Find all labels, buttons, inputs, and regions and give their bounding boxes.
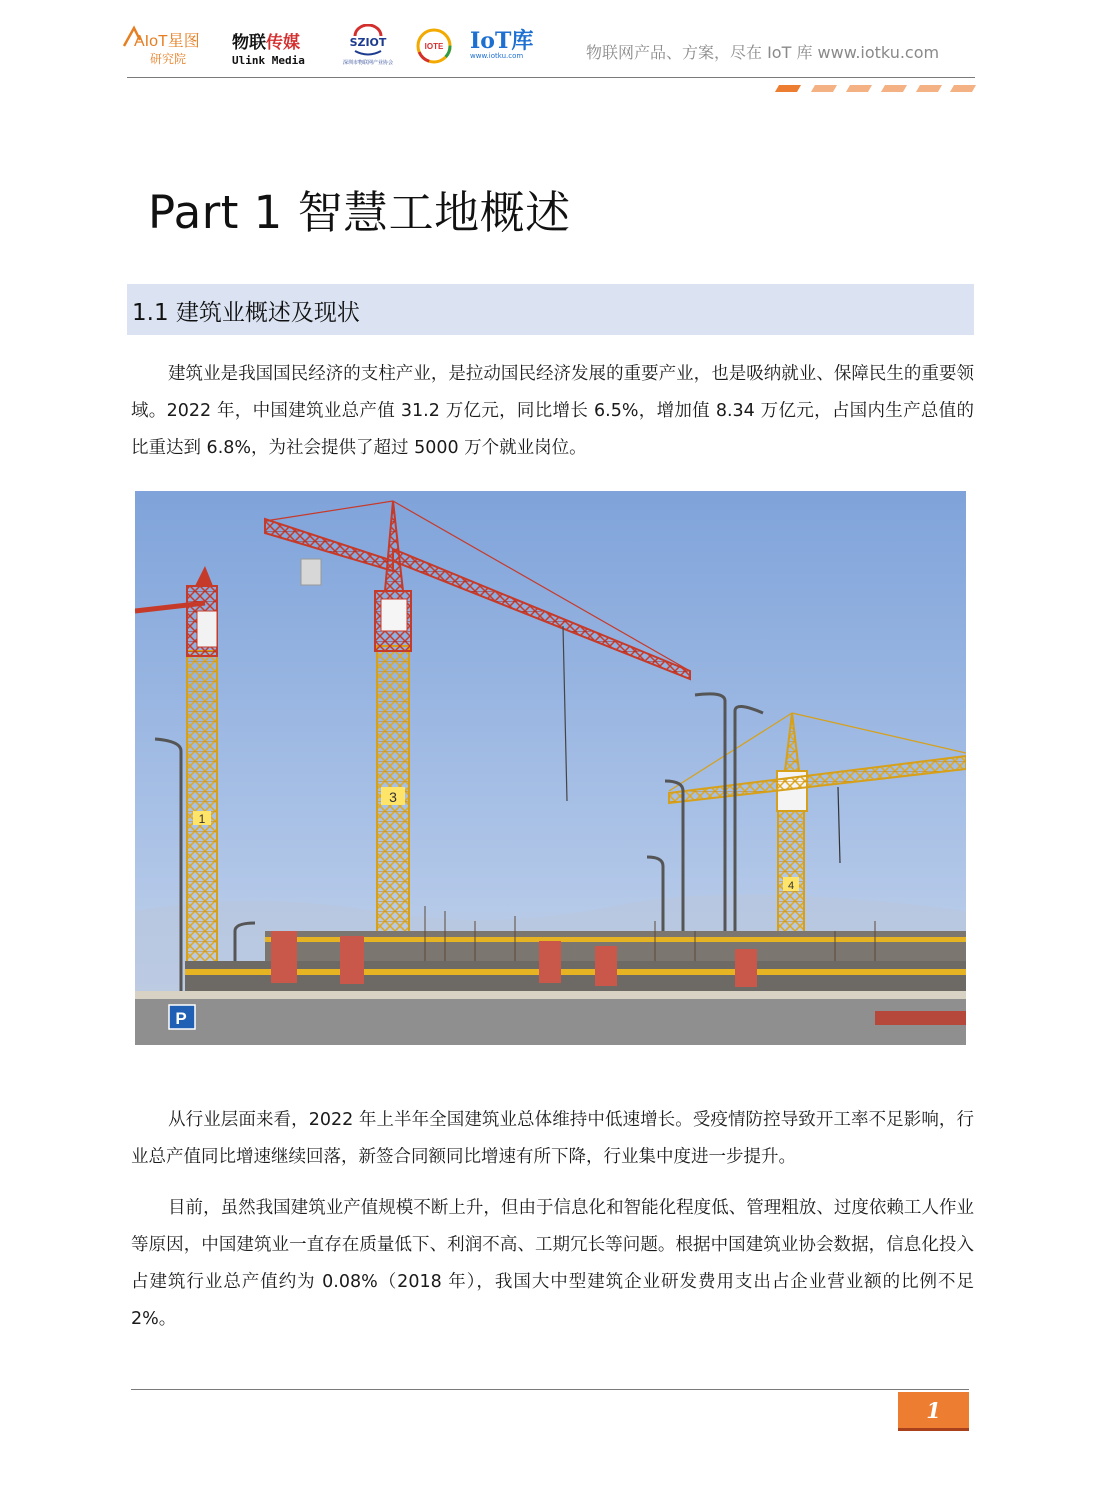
paragraph-industry-text: 从行业层面来看，2022 年上半年全国建筑业总体维持中低速增长。受疫情防控导致开工率不足影响，行业总产值同比增速继续回落，新签合同额同比增速有所下降，行业集中度进一步提升。 (131, 1110, 974, 1167)
header-dash (846, 85, 872, 92)
iotku-logo-url: www.iotku.com (470, 52, 524, 60)
sziot-logo-icon (353, 24, 383, 38)
paragraph-intro (131, 356, 974, 467)
iote-logo (416, 28, 452, 64)
aiot-logo-sub: 研究院 (150, 52, 187, 66)
header-dash (950, 85, 976, 92)
part-title: Part 1 智慧工地概述 (148, 186, 571, 239)
sziot-logo-text: SZIOT (349, 36, 387, 49)
ulink-logo-cn-a: 物联 (232, 33, 266, 53)
paragraph-current-state-text: 目前，虽然我国建筑业产值规模不断上升，但由于信息化和智能化程度低、管理粗放、过度依赖工人作业等原因，中国建筑业一直存在质量低下、利润不高、工期冗长等问题。根据中国建筑业协会数据，信息化投入占建筑行业总产值约为 0.08%（2018 年），我国大中型建筑企业研发费用支出占企业营业额的比例不足 2%。 (131, 1198, 974, 1329)
iote-badge-icon (416, 28, 452, 64)
ulink-logo (232, 28, 316, 68)
header-dash (775, 85, 801, 92)
iote-logo-text: IOTE (424, 42, 444, 51)
iotku-logo-text: IoT库 (470, 28, 534, 54)
crane-label: 4 (787, 880, 795, 892)
header-divider (127, 77, 975, 78)
parking-sign-text: P (175, 1009, 187, 1028)
header-dash-strip (0, 85, 1102, 93)
section-title: 1.1 建筑业概述及现状 (132, 300, 360, 326)
sziot-logo-sub: 深圳市物联网产业协会 (342, 60, 393, 66)
iotku-logo (470, 30, 540, 66)
ulink-logo-cn (232, 28, 316, 53)
header-dash (916, 85, 942, 92)
page-number-badge (898, 1392, 969, 1431)
ulink-logo-cn-b: 传媒 (266, 33, 300, 53)
crane-label: 3 (389, 789, 397, 805)
ulink-logo-en: Ulink Media (232, 54, 305, 67)
crane-label: 1 (198, 812, 206, 826)
page-header (0, 0, 1102, 100)
header-tagline: 物联网产品、方案，尽在 IoT 库 www.iotku.com (586, 43, 940, 62)
aiot-logo-text: AIoT星图 (134, 33, 200, 50)
aiot-logo (122, 24, 214, 68)
paragraph-current-state (131, 1190, 974, 1338)
footer-divider (131, 1389, 969, 1390)
header-dash (881, 85, 907, 92)
section-heading-bar (127, 284, 974, 335)
paragraph-industry (131, 1102, 974, 1176)
page-number: 1 (926, 1398, 941, 1423)
sziot-logo (333, 24, 403, 68)
header-dash (811, 85, 837, 92)
paragraph-intro-text: 建筑业是我国国民经济的支柱产业，是拉动国民经济发展的重要产业，也是吸纳就业、保障民生的重要领域。2022 年，中国建筑业总产值 31.2 万亿元，同比增长 6.5%，增加值 8.34 万亿元，占国内生产总值的比重达到 6.8%，为社会提供了超过 5000 万个就业岗位。 (131, 364, 974, 458)
construction-site-photo (135, 491, 966, 1045)
parking-sign (169, 1005, 195, 1029)
construction-cranes-image (135, 491, 966, 1045)
sziot-swoosh-icon (353, 49, 383, 57)
